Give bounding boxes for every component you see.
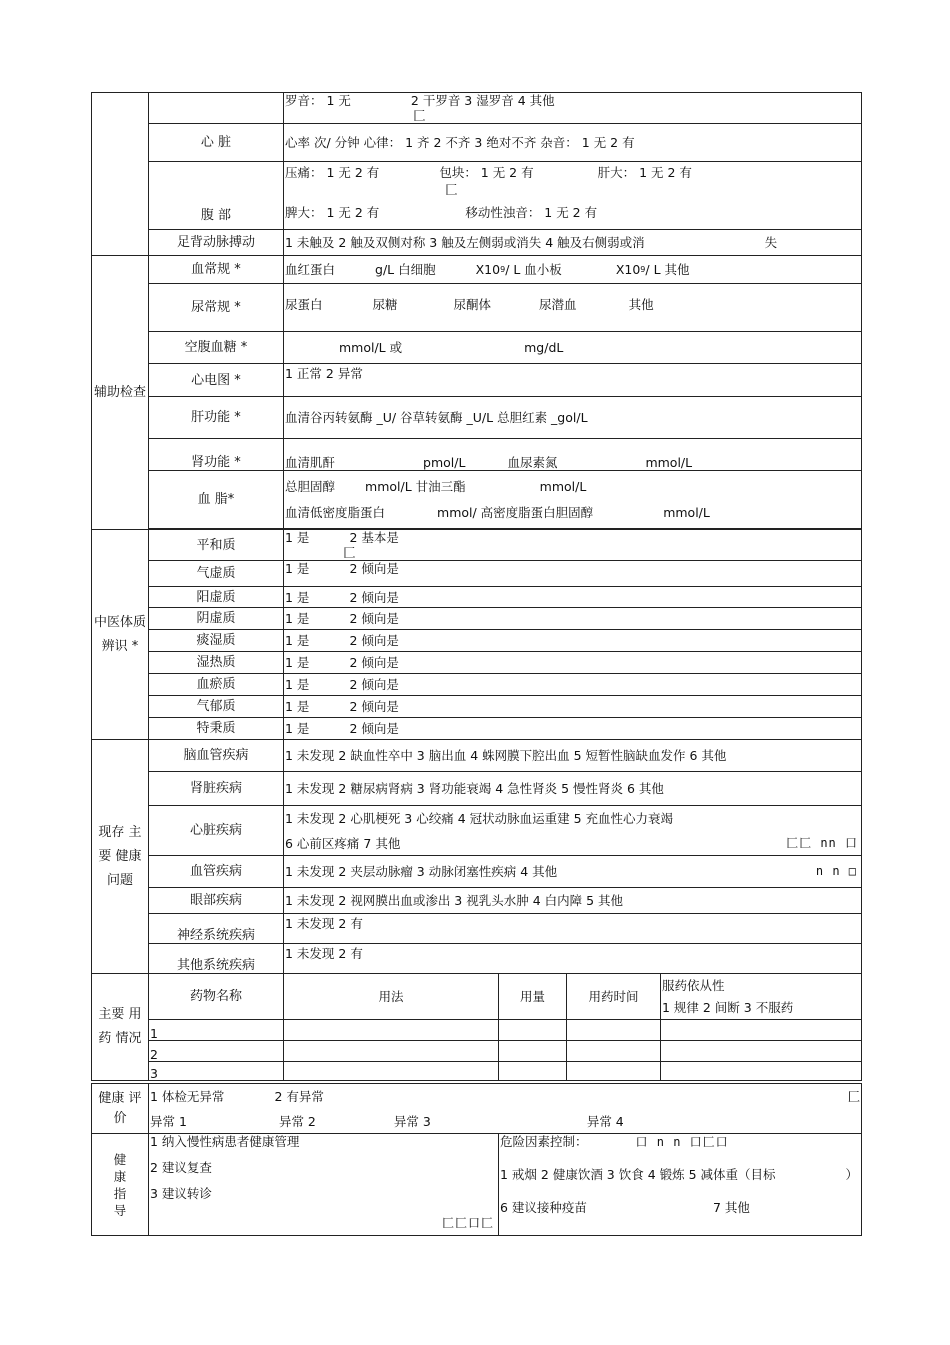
med-row-1-time[interactable] [567, 1020, 661, 1041]
evaluation-options: 1 体检无异常 2 有异常 匚 异常 1 异常 2 异常 3 异常 4 [149, 1084, 862, 1134]
med-row-2-dose[interactable] [499, 1041, 567, 1062]
tcm-options-0: 1 是 2 基本是 匚 [284, 530, 862, 561]
tcm-label-8: 特秉质 [149, 718, 284, 740]
tcm-options-6: 1 是 2 倾向是 [284, 674, 862, 696]
urine-label: 尿常规 * [149, 284, 284, 332]
cerebro-options: 1 未发现 2 缺血性卒中 3 脑出血 4 蛛网膜下腔出血 5 短暂性脑缺血发作 6 其他 [284, 740, 862, 772]
tcm-options-7: 1 是 2 倾向是 [284, 696, 862, 718]
urine-values: 尿蛋白 尿糖 尿酮体 尿潜血 其他 [284, 284, 862, 332]
tcm-options-8: 1 是 2 倾向是 [284, 718, 862, 740]
health-exam-form [91, 92, 862, 1236]
vascular-label: 血管疾病 [149, 856, 284, 888]
lipid-values: 总胆固醇 mmol/L 甘油三酯 mmol/L 血清低密度脂蛋白 mmol/ 高密度脂蛋白胆固醇 mmol/L [284, 471, 862, 529]
kidney-function-values: 血清肌酐 pmol/L 血尿素氮 mmol/L [284, 439, 862, 471]
neuro-options: 1 未发现 2 有 [284, 914, 862, 944]
tcm-label-3: 阴虚质 [149, 608, 284, 630]
guidance-items: 1 纳入慢性病患者健康管理 2 建议复查 3 建议转诊 匚匚口匚 [149, 1134, 499, 1236]
rales-label-cell [149, 93, 284, 124]
med-row-2-index: 2 [149, 1041, 284, 1062]
med-header-dose: 用量 [499, 974, 567, 1020]
health-problems-category: 现存 主 要 健康 问题 [92, 740, 149, 974]
abdomen-options: 压痛： 1 无 2 有 包块： 1 无 2 有 肝大： 1 无 2 有 匚 脾大： 1 无 2 有 移动性浊音： 1 无 2 有 [284, 162, 862, 230]
tcm-options-5: 1 是 2 倾向是 [284, 652, 862, 674]
medication-category: 主要 用药 情况 [92, 974, 149, 1081]
evaluation-category: 健康 评 价 [92, 1084, 149, 1134]
other-system-label: 其他系统疾病 [149, 944, 284, 974]
med-header-time: 用药时间 [567, 974, 661, 1020]
liver-function-values: 血清谷丙转氨酶 _U/ 谷草转氨酶 _U/L 总胆红素 _gol/L [284, 397, 862, 439]
med-row-2-time[interactable] [567, 1041, 661, 1062]
tcm-label-0: 平和质 [149, 530, 284, 561]
cardiac-options: 1 未发现 2 心肌梗死 3 心绞痛 4 冠状动脉血运重建 5 充血性心力衰竭 6 心前区疼痛 7 其他 匚匚 nn 口 [284, 806, 862, 856]
checkbox-mark[interactable]: 匚 [413, 108, 426, 123]
liver-function-label: 肝功能 * [149, 397, 284, 439]
renal-label: 肾脏疾病 [149, 772, 284, 806]
med-row-2-compliance[interactable] [661, 1041, 862, 1062]
aux-category: 辅助检查 [92, 256, 149, 530]
med-row-1-dose[interactable] [499, 1020, 567, 1041]
vascular-options: 1 未发现 2 夹层动脉瘤 3 动脉闭塞性疾病 4 其他 n n □ [284, 856, 862, 888]
other-system-options: 1 未发现 2 有 [284, 944, 862, 974]
med-row-1-usage[interactable] [284, 1020, 499, 1041]
guidance-boxes[interactable]: 匚匚口匚 [441, 1216, 494, 1230]
med-row-1-compliance[interactable] [661, 1020, 862, 1041]
ecg-label: 心电图 * [149, 364, 284, 397]
tcm-label-7: 气郁质 [149, 696, 284, 718]
med-row-3-time[interactable] [567, 1062, 661, 1081]
heart-options: 心率 次/ 分钟 心律： 1 齐 2 不齐 3 绝对不齐 杂音： 1 无 2 有 [284, 124, 862, 162]
cerebro-label: 脑血管疾病 [149, 740, 284, 772]
guidance-category: 健康指导 [92, 1134, 149, 1236]
foot-pulse-options: 1 未触及 2 触及双侧对称 3 触及左侧弱或消失 4 触及右侧弱或消 失 [284, 230, 862, 256]
cardiac-label: 心脏疾病 [149, 806, 284, 856]
tcm-label-4: 痰湿质 [149, 630, 284, 652]
tcm-options-3: 1 是 2 倾向是 [284, 608, 862, 630]
exam-category [92, 93, 149, 256]
tcm-label-1: 气虚质 [149, 561, 284, 587]
med-row-3-compliance[interactable] [661, 1062, 862, 1081]
tcm-label-6: 血瘀质 [149, 674, 284, 696]
med-row-3-usage[interactable] [284, 1062, 499, 1081]
tcm-label-5: 湿热质 [149, 652, 284, 674]
tcm-category: 中医体质辨识 * [92, 530, 149, 740]
tcm-options-4: 1 是 2 倾向是 [284, 630, 862, 652]
checkbox-mark[interactable]: 匚 [343, 545, 356, 560]
tcm-label-2: 阳虚质 [149, 587, 284, 608]
eye-label: 眼部疾病 [149, 888, 284, 914]
med-row-3-dose[interactable] [499, 1062, 567, 1081]
med-header-compliance: 服药依从性 1 规律 2 间断 3 不服药 [661, 974, 862, 1020]
lipid-label: 血 脂* [149, 471, 284, 529]
med-header-usage: 用法 [284, 974, 499, 1020]
heart-label: 心 脏 [149, 124, 284, 162]
tcm-options-2: 1 是 2 倾向是 [284, 587, 862, 608]
neuro-label: 神经系统疾病 [149, 914, 284, 944]
med-header-name: 药物名称 [149, 974, 284, 1020]
med-row-3-index: 3 [149, 1062, 284, 1081]
vascular-boxes[interactable]: n n □ [815, 864, 858, 878]
ecg-options: 1 正常 2 异常 [284, 364, 862, 397]
med-row-2-usage[interactable] [284, 1041, 499, 1062]
abdomen-label: 腹 部 [149, 162, 284, 230]
checkbox-mark[interactable]: 匚 [847, 1088, 861, 1104]
glucose-values: mmol/L 或 mg/dL [284, 332, 862, 364]
med-row-1-index: 1 [149, 1020, 284, 1041]
tcm-options-1: 1 是 2 倾向是 [284, 561, 862, 587]
kidney-function-label: 肾功能 * [149, 439, 284, 471]
eye-options: 1 未发现 2 视网膜出血或渗出 3 视乳头水肿 4 白内障 5 其他 [284, 888, 862, 914]
risk-control: 危险因素控制： 口 n n 口匚口 1 戒烟 2 健康饮酒 3 饮食 4 锻炼 5 减体重（目标 ） 6 建议接种疫苗 7 其他 [499, 1134, 862, 1236]
rales-options: 罗音： 1 无 2 干罗音 3 湿罗音 4 其他 匚 [284, 93, 862, 124]
renal-options: 1 未发现 2 糖尿病肾病 3 肾功能衰竭 4 急性肾炎 5 慢性肾炎 6 其他 [284, 772, 862, 806]
checkbox-mark[interactable]: 匚 [445, 181, 458, 197]
glucose-label: 空腹血糖 * [149, 332, 284, 364]
cardiac-boxes[interactable]: 匚匚 nn 口 [786, 835, 859, 850]
blood-routine-values: 血红蛋白 g/L 白细胞 $X10^9/$ L 血小板 $X10^9/$ L 其他 [284, 256, 862, 284]
foot-pulse-label: 足背动脉搏动 [149, 230, 284, 256]
blood-routine-label: 血常规 * [149, 256, 284, 284]
